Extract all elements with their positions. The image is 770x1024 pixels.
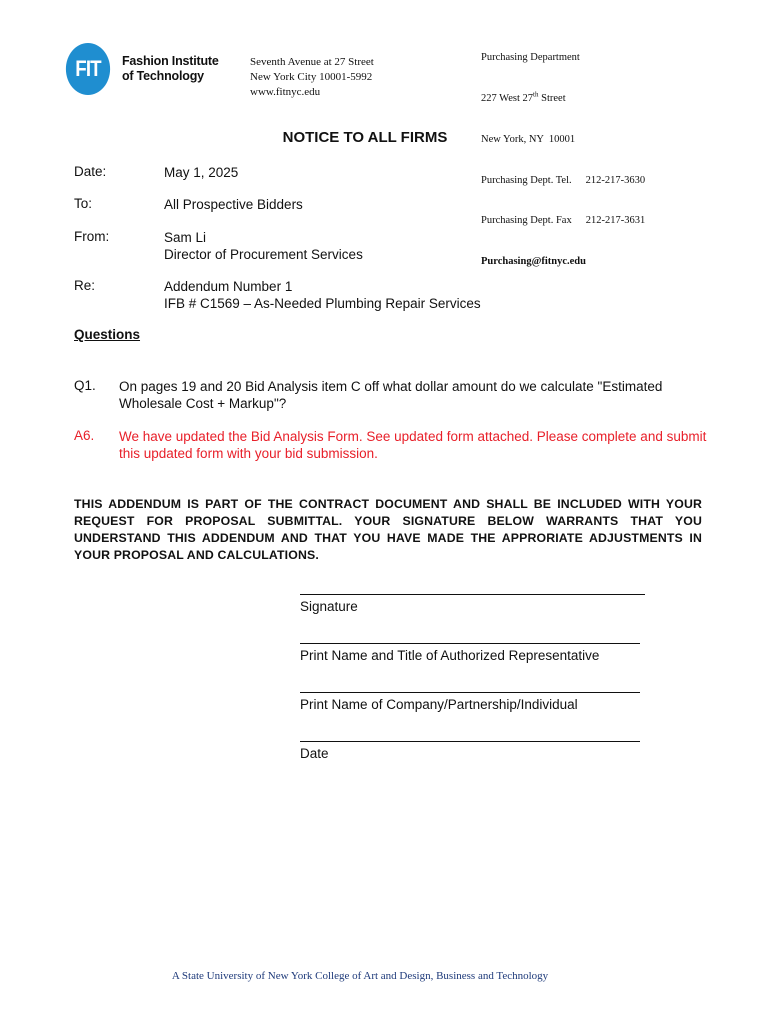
representative-name-line	[300, 643, 640, 644]
answer-text: We have updated the Bid Analysis Form. See updated form attached. Please complete and submit this updated form with your bid submission.	[119, 429, 707, 461]
company-name-field[interactable]	[300, 692, 640, 712]
page-title: NOTICE TO ALL FIRMS	[282, 129, 448, 146]
department-contact-block	[481, 24, 645, 282]
from-name: Sam Li	[164, 230, 207, 245]
address-line-2: New York City 10001-5992	[250, 71, 373, 83]
answer-label: A6.	[74, 428, 95, 443]
department-tel: Purchasing Dept. Tel. 212-217-3630	[481, 174, 646, 186]
logo-wordmark	[122, 54, 219, 84]
department-street: 227 West 27th Street	[481, 90, 566, 104]
question-text: On pages 19 and 20 Bid Analysis item C off what dollar amount do we calculate "Estimated Wholesale Cost + Markup"?	[119, 379, 663, 411]
representative-name-caption: Print Name and Title of Authorized Representative	[300, 648, 600, 663]
date-caption: Date	[300, 746, 329, 761]
fit-logo	[62, 43, 219, 95]
to-label: To:	[74, 196, 93, 211]
department-fax: Purchasing Dept. Fax 212-217-3631	[481, 215, 646, 227]
date-label: Date:	[74, 164, 107, 179]
footer-tagline: A State University of New York College of Art and Design, Business and Technology	[171, 970, 549, 982]
from-title: Director of Procurement Services	[164, 247, 363, 262]
address-line-1: Seventh Avenue at 27 Street	[250, 56, 374, 68]
re-line-1: Addendum Number 1	[164, 279, 293, 294]
questions-heading: Questions	[74, 327, 141, 342]
re-label: Re:	[74, 278, 96, 293]
date-line	[300, 741, 640, 742]
date-field[interactable]	[300, 741, 640, 761]
signature-line	[300, 594, 645, 595]
logo-line-2: of Technology	[122, 69, 204, 83]
logo-mark: FIT	[66, 43, 110, 95]
department-name: Purchasing Department	[481, 52, 580, 64]
department-city: New York, NY 10001	[481, 133, 576, 145]
to-value: All Prospective Bidders	[164, 197, 303, 212]
date-value: May 1, 2025	[164, 165, 239, 180]
institution-address	[250, 55, 374, 100]
company-name-line	[300, 692, 640, 693]
representative-name-field[interactable]	[300, 643, 640, 663]
signature-field[interactable]	[300, 594, 645, 614]
question-label: Q1.	[74, 378, 96, 393]
address-website: www.fitnyc.edu	[250, 86, 321, 98]
re-line-2: IFB # C1569 – As-Needed Plumbing Repair Services	[164, 296, 481, 311]
from-value	[164, 229, 363, 263]
signature-caption: Signature	[300, 599, 358, 614]
re-value	[164, 278, 481, 312]
addendum-notice: THIS ADDENDUM IS PART OF THE CONTRACT DOCUMENT AND SHALL BE INCLUDED WITH YOUR REQUEST FOR PROPOSAL SUBMITTAL. YOUR SIGNATURE BELOW WARRANTS THAT YOU UNDERSTAND THIS ADDENDUM AND THAT YOU HAVE MADE THE APPRORIATE ADJUSTMENTS IN YOUR PROPOSAL AND CALCULATIONS.	[74, 497, 702, 562]
company-name-caption: Print Name of Company/Partnership/Individual	[300, 697, 578, 712]
department-email: Purchasing@fitnyc.edu	[481, 256, 586, 268]
from-label: From:	[74, 229, 110, 244]
logo-line-1: Fashion Institute	[122, 54, 219, 68]
